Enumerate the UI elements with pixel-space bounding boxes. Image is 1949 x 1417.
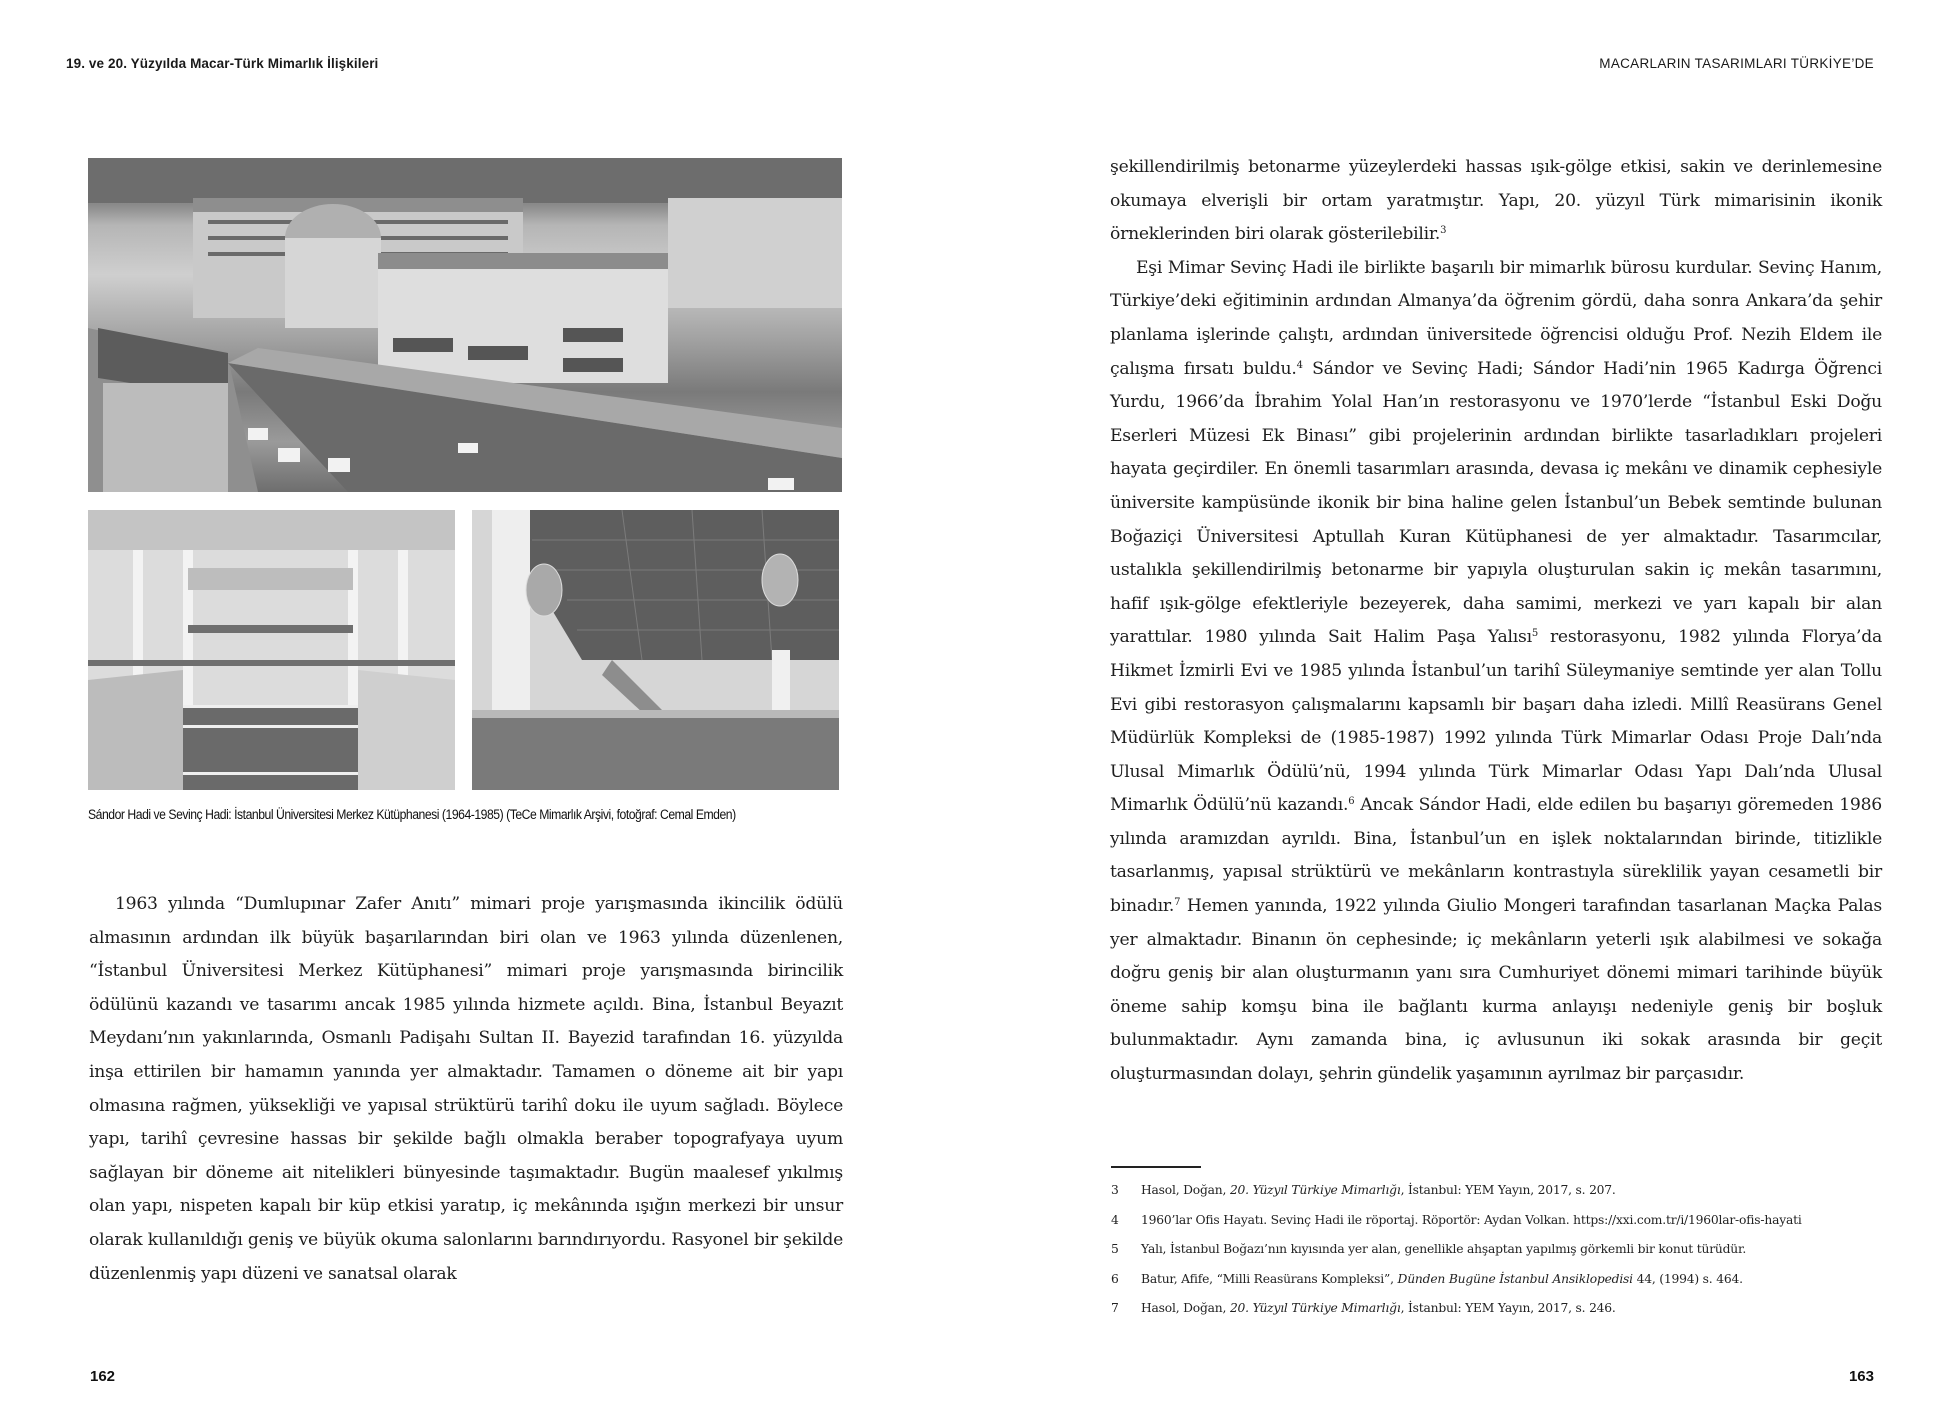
page-number-right: 163 xyxy=(1848,1368,1874,1385)
atrium-interior-illustration xyxy=(88,510,455,790)
footnote-4: 4 1960’lar Ofis Hayatı. Sevinç Hadi ile röportaj. Röportör: Aydan Volkan. https://xxi.com.tr/i/1960lar-ofis-hayati xyxy=(1111,1206,1891,1236)
body-text-right xyxy=(1110,151,1882,1092)
figure-caption: Sándor Hadi ve Sevinç Hadi: İstanbul Üniversitesi Merkez Kütüphanesi (1964-1985) (TeCe Mimarlık Arşivi, fotoğraf: Cemal Emden) xyxy=(88,807,736,823)
photo-library-reading-hall xyxy=(472,510,839,790)
footnote-ref[interactable]: 5 xyxy=(1531,628,1538,640)
page-number-left: 162 xyxy=(90,1368,116,1385)
footnote-link-text[interactable]: 1960’lar Ofis Hayatı. Sevinç Hadi ile röportaj. Röportör: Aydan Volkan. https://xxi.com.tr/i/1960lar-ofis-hayati xyxy=(1141,1212,1802,1227)
reading-hall-interior-illustration xyxy=(472,510,839,790)
footnote-7: 7 Hasol, Doğan, 20. Yüzyıl Türkiye Mimarlığı, İstanbul: YEM Yayın, 2017, s. 246. xyxy=(1111,1301,1616,1316)
footnote-5: 5 Yalı, İstanbul Boğazı’nın kıyısında yer alan, genellikle ahşaptan yapılmış görkemli bir konut türüdür. xyxy=(1111,1242,1747,1257)
footnote-ref[interactable]: 4 xyxy=(1296,359,1303,371)
running-head-left: 19. ve 20. Yüzyılda Macar-Türk Mimarlık İlişkileri xyxy=(66,56,379,71)
paragraph: 1963 yılında “Dumlupınar Zafer Anıtı” mimari proje yarışmasında ikincilik ödülü almasının ardından ilk büyük başarılarından biri olan ve 1963 yılında düzenlenen, “İstanbul Üniversitesi Merkez Kütüphanesi” mimari proje yarışmasında birincilik ödülünü kazandı ve tasarımı ancak 1985 yılında hizmete açıldı. Bina, İstanbul Beyazıt Meydanı’nın yakınlarında, Osmanlı Padişahı Sultan II. Bayezid tarafından 16. yüzyılda inşa ettirilen bir hamamın yanında yer almaktadır. Tamamen o döneme ait bir yapı olmasına rağmen, yüksekliği ve yapısal strüktürü tarihî doku ile uyum sağladı. Böylece yapı, tarihî çevresine hassas bir şekilde bağlı olmakla beraber topografyaya uyum sağlayan bir döneme ait nitelikleri bünyesinde taşımaktadır. Bugün maalesef yıkılmış olan yapı, nispeten kapalı bir küp etkisi yaratıp, iç mekânında ışığın merkezi bir unsur olarak kullanıldığı geniş ve büyük okuma salonlarını barındırıyordu. Rasyonel bir şekilde düzenlenmiş yapı düzeni ve sanatsal olarak xyxy=(89,894,843,1284)
footnote-ref[interactable]: 6 xyxy=(1348,796,1355,808)
photo-library-atrium xyxy=(88,510,455,790)
footnote-3: 3 Hasol, Doğan, 20. Yüzyıl Türkiye Mimarlığı, İstanbul: YEM Yayın, 2017, s. 207. xyxy=(1111,1183,1616,1197)
footnote-ref[interactable]: 7 xyxy=(1174,897,1181,909)
running-head-right: MACARLARIN TASARIMLARI TÜRKİYE’DE xyxy=(1599,56,1874,71)
photo-library-exterior xyxy=(88,158,842,492)
paragraph: şekillendirilmiş betonarme yüzeylerdeki hassas ışık-gölge etkisi, sakin ve derinlemesine okumaya elverişli bir ortam yaratmıştır. Yapı, 20. yüzyıl Türk mimarisinin ikonik örneklerinden biri olarak gösterilebilir.$^3$ xyxy=(1110,157,1882,245)
footnotes xyxy=(1111,1176,1891,1324)
footnote-ref[interactable]: 3 xyxy=(1440,225,1447,237)
footnote-divider xyxy=(1111,1166,1201,1168)
paragraph: Eşi Mimar Sevinç Hadi ile birlikte başarılı bir mimarlık bürosu kurdular. Sevinç Hanım, Türkiye’deki eğitiminin ardından Almanya’da öğrenim gördü, daha sonra Ankara’da şehir planlama işlerinde çalıştı, ardından üniversitede öğrencisi olduğu Prof. Nezih Eldem ile çalışma fırsatı buldu.$^4$ Sándor ve Sevinç Hadi; Sándor Hadi’nin 1965 Kadırga Öğrenci Yurdu, 1966’da İbrahim Yolal Han’ın restorasyonu ve 1970’lerde “İstanbul Eski Doğu Eserleri Müzesi Ek Binası” gibi projelerinin ardından birlikte tasarladıkları projeleri hayata geçirdiler. En önemli tasarımları arasında, devasa iç mekânı ve dinamik cephesiyle üniversite kampüsünde ikonik bir bina haline gelen İstanbul’un Bebek semtinde bulunan Boğaziçi Üniversitesi Aptullah Kuran Kütüphanesi de yer almaktadır. Tasarımcılar, ustalıkla şekillendirilmiş betonarme bir yapıyla oluşturulan sakin iç mekân tasarımını, hafif ışık-gölge efektleriyle bezeyerek, daha samimi, merkezi ve yarı kapalı bir alan yarattılar. 1980 yılında Sait Halim Paşa Yalısı$^5$ restorasyonu, 1982 yılında Florya’da Hikmet İzmirli Evi ve 1985 yılında İstanbul’un tarihî Süleymaniye semtinde yer alan Tollu Evi gibi restorasyon çalışmalarını kapsamlı bir başarı daha izledi. Millî Reasürans Genel Müdürlük Kompleksi de (1985-1987) 1992 yılında Türk Mimarlar Odası Proje Dalı’nda Ulusal Mimarlık Ödülü’nü, 1994 yılında Türk Mimarlar Odası Yapı Dalı’nda Ulusal Mimarlık Ödülü’nü kazandı.$^6$ Ancak Sándor Hadi, elde edilen bu başarıyı göremeden 1986 yılında aramızdan ayrıldı. Bina, İstanbul’un en işlek noktalarından birinde, titizlikle tasarlanmış, yapısal strüktürü ve mekânların kontrastıyla süreklilik yayan cesametli bir binadır.$^7$ Hemen yanında, 1922 yılında Giulio Mongeri tarafından tasarlanan Maçka Palas yer almaktadır. Binanın ön cephesinde; iç mekânların yeterli ışık alabilmesi ve sokağa doğru geniş bir alan oluşturmanın yanı sıra Cumhuriyet dönemi mimari tarihinde büyük öneme sahip komşu bina ile bağlantı kurma anlayışı nedeniyle geniş bir boşluk bulunmaktadır. Aynı zamanda bina, iç avlusunun iki sokak arasında bir geçit oluşturmasından dolayı, şehrin gündelik yaşamının ayrılmaz bir parçasıdır. xyxy=(1110,257,1882,1085)
footnote-6: 6 Batur, Afife, “Milli Reasürans Kompleksi”, Dünden Bugüne İstanbul Ansiklopedisi 44, (1994) s. 464. xyxy=(1111,1271,1743,1286)
body-text-left xyxy=(89,888,843,1291)
building-exterior-illustration xyxy=(88,158,842,492)
